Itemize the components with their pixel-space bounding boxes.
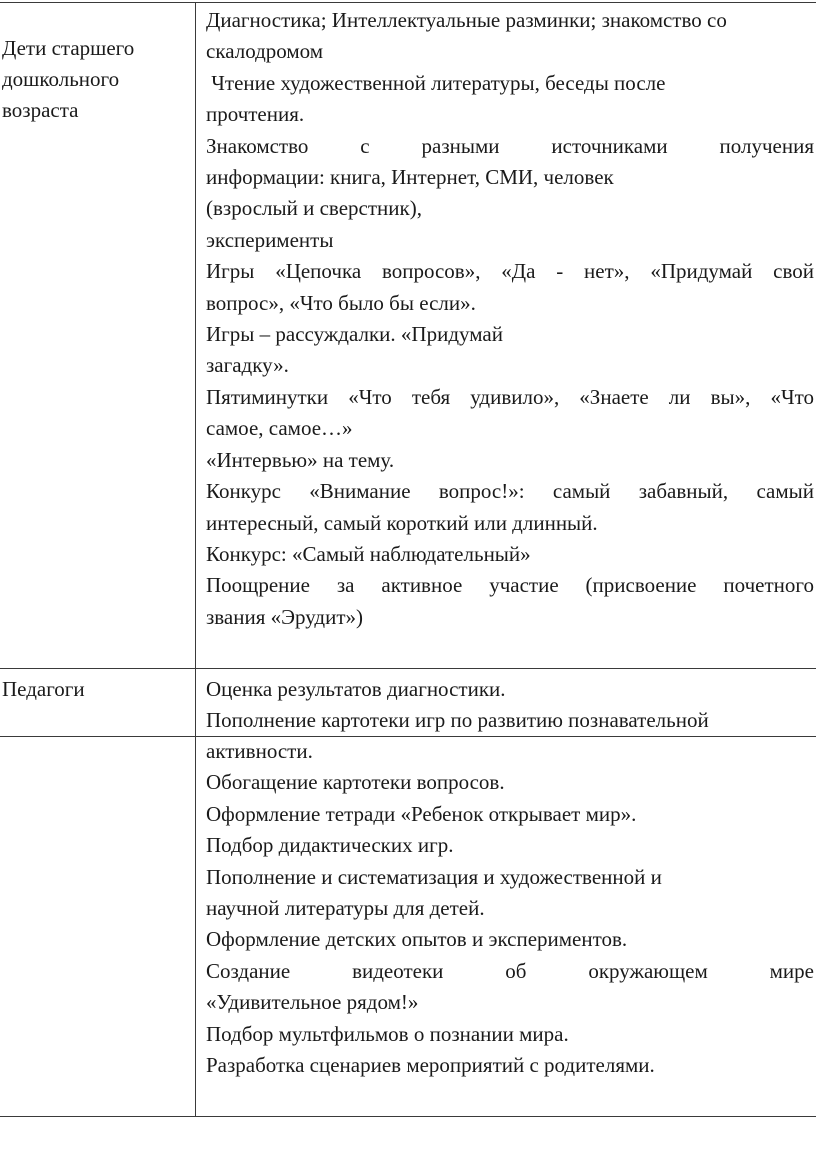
- activity-line: Пятиминутки «Что тебя удивило», «Знаете ли вы», «Что: [206, 384, 814, 409]
- activity-line: Пополнение и систематизация и художественной и: [206, 864, 662, 889]
- activity-line: прочтения.: [206, 102, 305, 127]
- activity-line: Поощрение за активное участие (присвоение почетного: [206, 573, 814, 598]
- activity-line: Оценка результатов диагностики.: [206, 677, 506, 701]
- activity-line: Конкурс: «Самый наблюдательный»: [206, 541, 531, 566]
- group-label: Дети старшего дошкольного возраста: [2, 36, 135, 122]
- row-divider: [0, 668, 816, 669]
- activity-line: загадку».: [206, 353, 289, 378]
- activity-line: Знакомство с разными источниками получения: [206, 133, 814, 158]
- group-cell-teachers: [2, 674, 190, 705]
- activity-line: Игры – рассуждалки. «Придумай: [206, 322, 503, 347]
- activity-line: скалодромом: [206, 39, 324, 64]
- activity-line: (взрослый и сверстник),: [206, 196, 422, 221]
- activity-line: вопрос», «Что было бы если».: [206, 290, 476, 315]
- activity-line: Разработка сценариев мероприятий с родителями.: [206, 1053, 655, 1078]
- activity-line: Обогащение картотеки вопросов.: [206, 770, 505, 795]
- activity-line: интересный, самый короткий или длинный.: [206, 510, 598, 535]
- table-bottom-border: [0, 1116, 816, 1117]
- activity-line: звания «Эрудит»): [206, 604, 363, 629]
- activity-line: Подбор дидактических игр.: [206, 833, 454, 858]
- group-label: Педагоги: [2, 677, 85, 701]
- column-divider: [195, 2, 196, 1117]
- activity-line: Создание видеотеки об окружающем мире: [206, 958, 814, 983]
- activity-line: Подбор мультфильмов о познании мира.: [206, 1021, 569, 1046]
- activity-line: Диагностика; Интеллектуальные разминки; знакомство со: [206, 8, 727, 32]
- activity-line: научной литературы для детей.: [206, 896, 485, 921]
- group-cell-children: [2, 33, 190, 126]
- activities-cell-children: [206, 5, 814, 633]
- activity-line: информации: книга, Интернет, СМИ, человек: [206, 165, 614, 190]
- activities-cell-teachers: [206, 674, 814, 737]
- activity-line: Оформление тетради «Ребенок открывает мир».: [206, 801, 637, 826]
- table-top-border: [0, 2, 816, 3]
- activity-line: Конкурс «Внимание вопрос!»: самый забавный, самый: [206, 479, 814, 504]
- activity-line: Игры «Цепочка вопросов», «Да - нет», «Придумай свой: [206, 259, 814, 284]
- activity-line: активности.: [206, 739, 313, 763]
- activity-line: Чтение художественной литературы, беседы после: [206, 70, 666, 95]
- activity-line: Оформление детских опытов и экспериментов.: [206, 927, 628, 952]
- activities-cell-teachers-continued: [206, 736, 814, 1081]
- activity-line: Пополнение картотеки игр по развитию познавательной: [206, 708, 709, 733]
- activity-line: «Интервью» на тему.: [206, 447, 395, 472]
- activity-line: самое, самое…»: [206, 416, 353, 441]
- activity-line: «Удивительное рядом!»: [206, 990, 419, 1015]
- activity-line: эксперименты: [206, 227, 334, 252]
